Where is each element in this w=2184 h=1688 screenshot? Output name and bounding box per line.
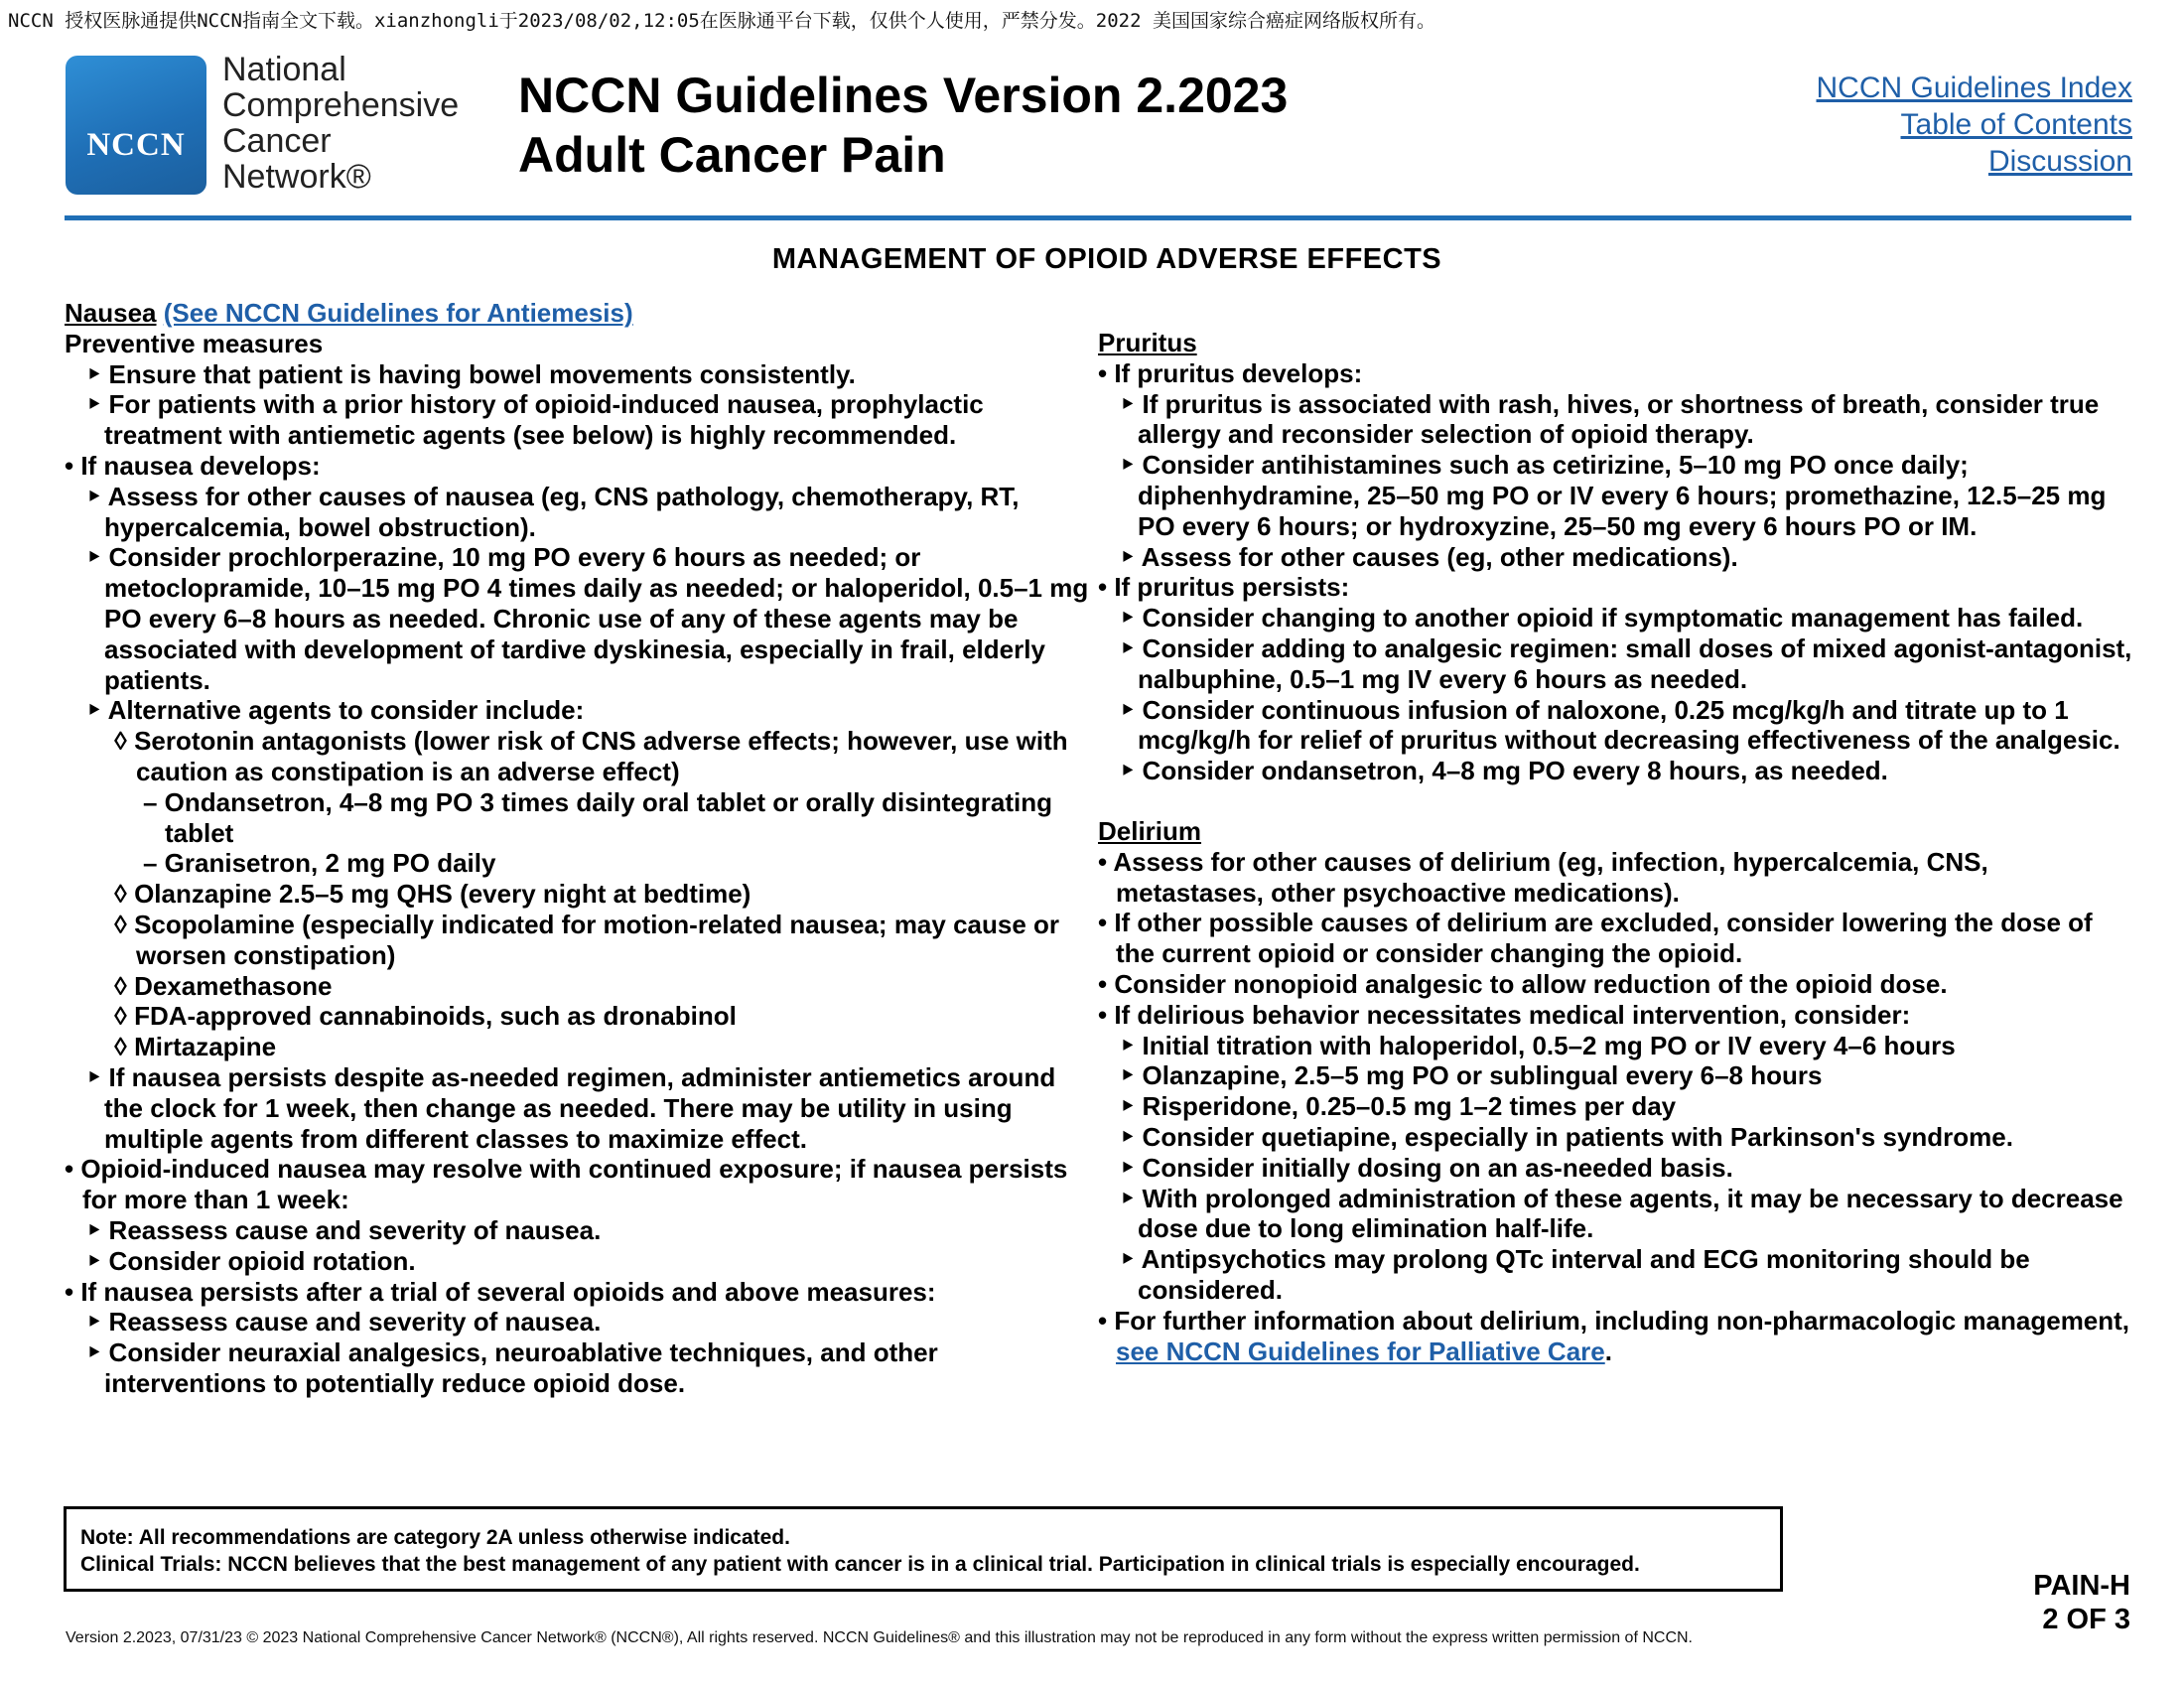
nccn-logo [66,56,206,195]
list-item: • Assess for other causes of delirium (eg, infection, hypercalcemia, CNS, metastases, other psychoactive medications). [1098,846,1988,908]
page-number: 2 OF 3 [2042,1604,2130,1635]
list-item: ◊ Serotonin antagonists (lower risk of CNS adverse effects; however, use with caution as constipation is an adverse effect) [114,726,1068,786]
list-item: ◊ Olanzapine 2.5–5 mg QHS (every night at bedtime) [114,879,751,910]
list-item: ‣ Consider initially dosing on an as-needed basis. [1120,1152,1733,1183]
delirium-heading: Delirium [1098,815,1202,846]
org-line-4: Network® [222,158,371,196]
palliative-care-suffix: . [1604,1336,1612,1366]
guidelines-version-title: NCCN Guidelines Version 2.2023 [518,68,1289,123]
discussion-link[interactable]: Discussion [1987,145,2132,178]
list-item: • If pruritus develops: [1098,357,1363,388]
pruritus-heading: Pruritus [1098,328,1197,357]
copyright-footer: Version 2.2023, 07/31/23 © 2023 National Comprehensive Cancer Network® (NCCN®), All rights reserved. NCCN Guidelines® and this illustration may not be reproduced in any form without the express written permission of NCCN. [66,1629,1693,1646]
list-item [1098,1306,2135,1367]
logo-text: NCCN [86,127,186,163]
nausea-heading-line [65,298,1097,329]
list-item: • If pruritus persists: [1098,572,1350,603]
list-item: ‣ Assess for other causes (eg, other medications). [1120,541,1738,572]
list-item: ‣ If pruritus is associated with rash, hives, or shortness of breath, consider true allergy and reconsider selection of opioid therapy. [1120,388,2100,450]
preventive-measures-heading: Preventive measures [65,328,324,358]
note-box [64,1506,1783,1592]
page-title [518,66,1288,185]
list-item: ‣ Ensure that patient is having bowel movements consistently. [86,358,856,389]
download-watermark: NCCN 授权医脉通提供NCCN指南全文下载。xianzhongli于2023/08/02,12:05在医脉通平台下载，仅供个人使用，严禁分发。2022 美国国家综合癌症网络版权所有。 [8,10,1436,32]
nausea-heading: Nausea [65,298,157,328]
list-item: ‣ Alternative agents to consider include: [86,695,585,726]
list-item: ‣ Consider quetiapine, especially in patients with Parkinson's syndrome. [1120,1121,2013,1152]
list-item: ◊ FDA-approved cannabinoids, such as dronabinol [114,1001,737,1032]
list-item: – Ondansetron, 4–8 mg PO 3 times daily oral tablet or orally disintegrating tablet [143,786,1053,848]
list-item: ‣ Consider opioid rotation. [86,1245,416,1276]
list-item: ‣ If nausea persists despite as-needed regimen, administer antiemetics around the clock for 1 week, then change as needed. There may be utility in using multiple agents from different classes to maximize effect. [86,1061,1056,1154]
page-code [2033,1569,2130,1636]
table-of-contents-link[interactable]: Table of Contents [1900,108,2132,141]
right-column [1098,328,2135,1366]
list-item: ‣ Risperidone, 0.25–0.5 mg 1–2 times per day [1120,1091,1677,1122]
list-item: • If nausea develops: [65,450,321,481]
list-item: • If other possible causes of delirium are excluded, consider lowering the dose of the current opioid or consider changing the opioid. [1098,908,2093,969]
top-navigation-links [1817,70,2132,180]
list-item: ‣ Antipsychotics may prolong QTc interval and ECG monitoring should be considered. [1120,1244,2030,1305]
list-item: ‣ Reassess cause and severity of nausea. [86,1307,602,1337]
list-item: ‣ Consider changing to another opioid if symptomatic management has failed. [1120,603,2084,633]
palliative-care-link[interactable]: see NCCN Guidelines for Palliative Care [1116,1336,1605,1366]
delirium-section [1098,816,2135,1366]
list-item: • Consider nonopioid analgesic to allow reduction of the opioid dose. [1098,968,1948,999]
clinical-trials-note: Clinical Trials: NCCN believes that the best management of any patient with cancer is in a clinical trial. Participation in clinical trials is especially encouraged. [80,1553,1640,1576]
list-item: ◊ Dexamethasone [114,970,333,1001]
org-line-2: Comprehensive [222,86,460,124]
list-item: • If delirious behavior necessitates medical intervention, consider: [1098,999,1911,1030]
list-item: ‣ With prolonged administration of these agents, it may be necessary to decrease dose due to long elimination half-life. [1120,1183,2123,1244]
list-item: ‣ Reassess cause and severity of nausea. [86,1214,602,1245]
page-code-id: PAIN-H [2033,1570,2130,1602]
list-item: • Opioid-induced nausea may resolve with continued exposure; if nausea persists for more than 1 week: [65,1154,1068,1215]
guideline-topic-title: Adult Cancer Pain [518,127,946,183]
nausea-section [65,298,1097,1399]
list-item: ◊ Mirtazapine [114,1032,277,1062]
category-note: Note: All recommendations are category 2A unless otherwise indicated. [80,1526,790,1549]
list-item: ‣ Initial titration with haloperidol, 0.5–2 mg PO or IV every 4–6 hours [1120,1030,1956,1060]
list-item: ‣ Consider neuraxial analgesics, neuroablative techniques, and other interventions to potentially reduce opioid dose. [86,1337,938,1398]
list-item: ‣ Consider continuous infusion of naloxone, 0.25 mcg/kg/h and titrate up to 1 mcg/kg/h for relief of pruritus without decreasing effectiveness of the analgesic. [1120,694,2120,756]
org-line-1: National [222,51,346,88]
section-gap [1098,786,2135,816]
list-item: ‣ For patients with a prior history of opioid-induced nausea, prophylactic treatment with antiemetic agents (see below) is highly recommended. [86,389,984,451]
list-item: ‣ Olanzapine, 2.5–5 mg PO or sublingual every 6–8 hours [1120,1060,1823,1091]
list-item: ◊ Scopolamine (especially indicated for motion-related nausea; may cause or worsen constipation) [114,909,1060,970]
list-item: – Granisetron, 2 mg PO daily [143,848,496,879]
org-line-3: Cancer [222,122,332,160]
header-divider [65,215,2131,220]
list-item: ‣ Consider prochlorperazine, 10 mg PO every 6 hours as needed; or metoclopramide, 10–15 mg PO 4 times daily as needed; or haloperidol, 0.5–1 mg PO every 6–8 hours as needed. Chronic use of any of these agents may be associated with development of tardive dyskinesia, especially in frail, elderly patients. [86,542,1089,695]
list-item: ‣ Consider ondansetron, 4–8 mg PO every 8 hours, as needed. [1120,756,1888,786]
pruritus-section [1098,328,2135,786]
organization-name [222,52,459,195]
palliative-care-prefix: • For further information about delirium, including non-pharmacologic management, [1098,1305,2130,1336]
guidelines-index-link[interactable]: NCCN Guidelines Index [1816,71,2132,104]
list-item: ‣ Assess for other causes of nausea (eg, CNS pathology, chemotherapy, RT, hypercalcemia, bowel obstruction). [86,481,1020,542]
antiemesis-link[interactable]: (See NCCN Guidelines for Antiemesis) [163,298,633,328]
list-item: ‣ Consider antihistamines such as cetirizine, 5–10 mg PO once daily; diphenhydramine, 25–50 mg PO or IV every 6 hours; promethazine, 12.5–25 mg PO every 6 hours; or hydroxyzine, 25–50 mg every 6 hours PO or IM. [1120,450,2107,541]
list-item: ‣ Consider adding to analgesic regimen: small doses of mixed agonist-antagonist, nalbuphine, 0.5–1 mg IV every 6 hours as needed. [1120,633,2132,694]
section-title: MANAGEMENT OF OPIOID ADVERSE EFFECTS [771,243,1442,275]
list-item: • If nausea persists after a trial of several opioids and above measures: [65,1276,936,1307]
